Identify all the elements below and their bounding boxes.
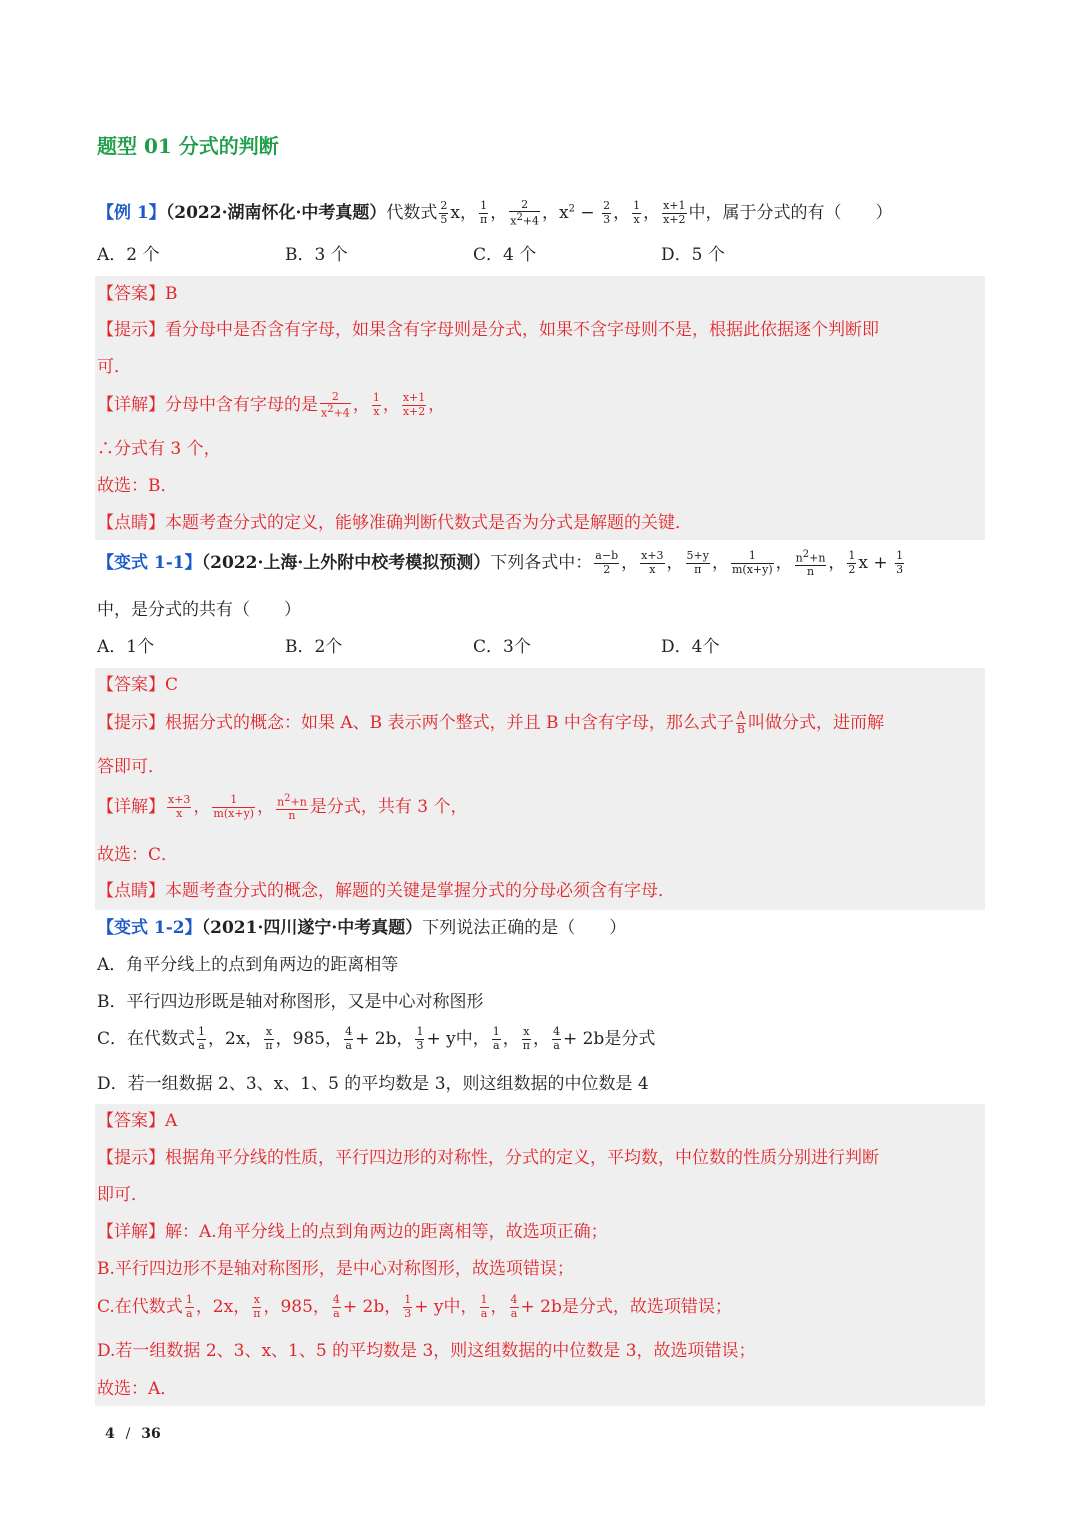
page-total: 36 [141,1426,161,1442]
ex1-stem: 【例 1】（2022·湖南怀化·中考真题）代数式 $\frac{2}{5}$ x， $\frac{1}{\pi}$ ， $\frac{2}{x^2+4}$ ，$x^2$ − $\frac{2}{3}$ ， $\frac{1}{x}$ ， $\frac{x+1}{x+2}$ 中，属于分式的有（ ） [97,197,893,228]
option-b: B．2个 [285,637,343,657]
var12-option-a: A．角平分线上的点到角两边的距离相等 [97,955,399,975]
ex1-options [97,240,857,265]
math-frac: $\frac{1}{3}$ [416,1025,424,1052]
math-frac: $\frac{1}{3}$ [896,549,904,576]
math-frac: $\frac{2}{5}$ [440,199,448,226]
ex1-choose: 故选：B． [97,476,178,496]
page-number: 4 [105,1426,115,1442]
var11-source: （2022·上海·上外附中校考模拟预测） [201,553,491,573]
math-frac: $\frac{1}{a}$ [185,1293,193,1320]
ex1-hint-cont: 可． [97,357,131,377]
math-frac: $\frac{n^2+n}{n}$ [795,548,826,578]
ex1-hint: 【提示】看分母中是否含有字母，如果含有字母则是分式，如果不含字母则不是，根据此依据逐个判断即 [97,320,879,340]
math-frac: $\frac{2}{x^2+4}$ [510,197,540,228]
math-frac: $\frac{n^2+n}{n}$ [277,792,307,822]
math-frac: $\frac{x+1}{x+2}$ [402,391,426,418]
ex1-tag: 【例 1】 [97,203,166,223]
math-frac: $\frac{1}{2}$ [848,549,856,576]
var12-detail: 【详解】解：A.角平分线上的点到角两边的距离相等，故选项正确； [97,1222,608,1242]
ex1-comment: 【点睛】本题考查分式的定义，能够准确判断代数式是否为分式是解题的关键． [97,513,692,533]
var12-answer: 【答案】A [97,1111,178,1131]
var11-stem-line2: 中，是分式的共有（ ） [97,600,301,620]
math-frac: $\frac{x}{\pi}$ [265,1025,273,1052]
var11-choose: 故选：C． [97,845,179,865]
var11-comment: 【点睛】本题考查分式的概念，解题的关键是掌握分式的分母必须含有字母． [97,881,675,901]
math-frac: $\frac{x+1}{x+2}$ [663,199,686,226]
math-frac: $\frac{2}{x^2+4}$ [321,389,350,420]
math-frac: $\frac{x}{\pi}$ [522,1025,530,1052]
var11-stem-pre: 下列各式中： [490,553,593,573]
math-frac: $\frac{x+3}{x}$ [168,793,191,820]
var12-source: （2021·四川遂宁·中考真题） [201,918,423,938]
var12-option-d: D．若一组数据 2、3、x、1、5 的平均数是 3，则这组数据的中位数是 4 [97,1074,649,1094]
var12-detail-b: B.平行四边形不是轴对称图形，是中心对称图形，故选项错误； [97,1259,574,1279]
var12-hint: 【提示】根据角平分线的性质，平行四边形的对称性，分式的定义，平均数，中位数的性质分别进行判断 [97,1148,879,1168]
var12-stem [97,913,626,938]
option-c: C．4 个 [473,245,537,265]
math-frac: $\frac{a-b}{2}$ [595,549,619,576]
var11-hint-cont: 答即可． [97,757,165,777]
math-frac: $\frac{x+3}{x}$ [641,549,664,576]
math-frac: $\frac{1}{a}$ [198,1025,206,1052]
var11-solution-box [95,668,985,910]
math-frac: $\frac{1}{\pi}$ [480,199,488,226]
math-frac: $\frac{1}{3}$ [404,1293,412,1320]
var12-option-c: C．在代数式 $\frac{1}{a}$ ，2x， $\frac{x}{\pi}$ ，985， $\frac{4}{a}$ + 2b， $\frac{1}{3}$ + y中， $\frac{1}{a}$ ， $\frac{x}{\pi}$ ， $\frac{4}{a}$ + 2b是分式 [97,1025,656,1052]
math-frac: $\frac{1}{x}$ [633,199,641,226]
var12-option-b: B．平行四边形既是轴对称图形，又是中心对称图形 [97,992,484,1012]
math-frac: $\frac{1}{m(x+y)}$ [213,793,255,820]
var11-tag: 【变式 1-1】 [97,553,202,573]
math-frac: $\frac{2}{3}$ [603,199,611,226]
option-a: A．1个 [97,637,155,657]
ex1-therefore: ∴分式有 3 个， [97,439,221,459]
option-d: D．5 个 [661,245,725,265]
math-frac: $\frac{1}{x}$ [372,391,380,418]
option-b: B．3 个 [285,245,348,265]
var11-hint: 【提示】根据分式的概念：如果 A、B 表示两个整式，并且 B 中含有字母，那么式子 $\frac{A}{B}$ 叫做分式，进而解 [97,709,884,736]
math-frac: $\frac{A}{B}$ [736,709,745,736]
option-c: C．3个 [473,637,531,657]
var12-stem-text: 下列说法正确的是（ ） [422,918,627,938]
math-frac: $\frac{1}{a}$ [480,1293,488,1320]
var11-detail: 【详解】 $\frac{x+3}{x}$ ， $\frac{1}{m(x+y)}$ ， $\frac{n^2+n}{n}$ 是分式，共有 3 个， [97,792,468,822]
page-separator: / [125,1426,131,1442]
var11-answer: 【答案】C [97,675,179,695]
var12-hint-cont: 即可． [97,1185,148,1205]
math-frac: $\frac{5+y}{\pi}$ [686,549,709,576]
option-d: D．4个 [661,637,720,657]
ex1-stem-pre: 代数式 [386,203,438,223]
var11-options [97,632,857,657]
option-a: A．2 个 [97,245,160,265]
var12-choose: 故选：A． [97,1379,178,1399]
var11-stem: 【变式 1-1】（2022·上海·上外附中校考模拟预测）下列各式中： $\frac{a-b}{2}$ ， $\frac{x+3}{x}$ ， $\frac{5+y}{\pi}$ ， $\frac{1}{m(x+y)}$ ， $\frac{n^2+n}{n}$ ， $\frac{1}{2}$ x + $\frac{1}{3}$ [97,548,904,578]
var12-tag: 【变式 1-2】 [97,918,202,938]
math-frac: $\frac{4}{a}$ [552,1025,560,1052]
ex1-detail: 【详解】分母中含有字母的是 $\frac{2}{x^2+4}$ ， $\frac{1}{x}$ ， $\frac{x+1}{x+2}$ ， [97,389,446,420]
math-frac: $\frac{x}{\pi}$ [253,1293,261,1320]
var12-detail-d: D.若一组数据 2、3、x、1、5 的平均数是 3，则这组数据的中位数是 3，故选项错误； [97,1341,756,1361]
var12-detail-c: C.在代数式 $\frac{1}{a}$ ，2x， $\frac{x}{\pi}$ ，985， $\frac{4}{a}$ + 2b， $\frac{1}{3}$ + y中， $\frac{1}{a}$ ， $\frac{4}{a}$ + 2b是分式，故选项错误； [97,1293,732,1320]
ex1-answer: 【答案】B [97,284,178,304]
math-frac: $\frac{1}{m(x+y)}$ [731,549,773,576]
page-footer [105,1426,161,1442]
math-frac: $\frac{1}{a}$ [492,1025,500,1052]
ex1-source: （2022·湖南怀化·中考真题） [165,203,387,223]
ex1-stem-post: 中，属于分式的有（ ） [688,203,893,223]
math-frac: $\frac{4}{a}$ [345,1025,353,1052]
math-frac: $\frac{4}{a}$ [332,1293,340,1320]
section-title: 题型 01 分式的判断 [97,134,279,158]
math-frac: $\frac{4}{a}$ [510,1293,518,1320]
